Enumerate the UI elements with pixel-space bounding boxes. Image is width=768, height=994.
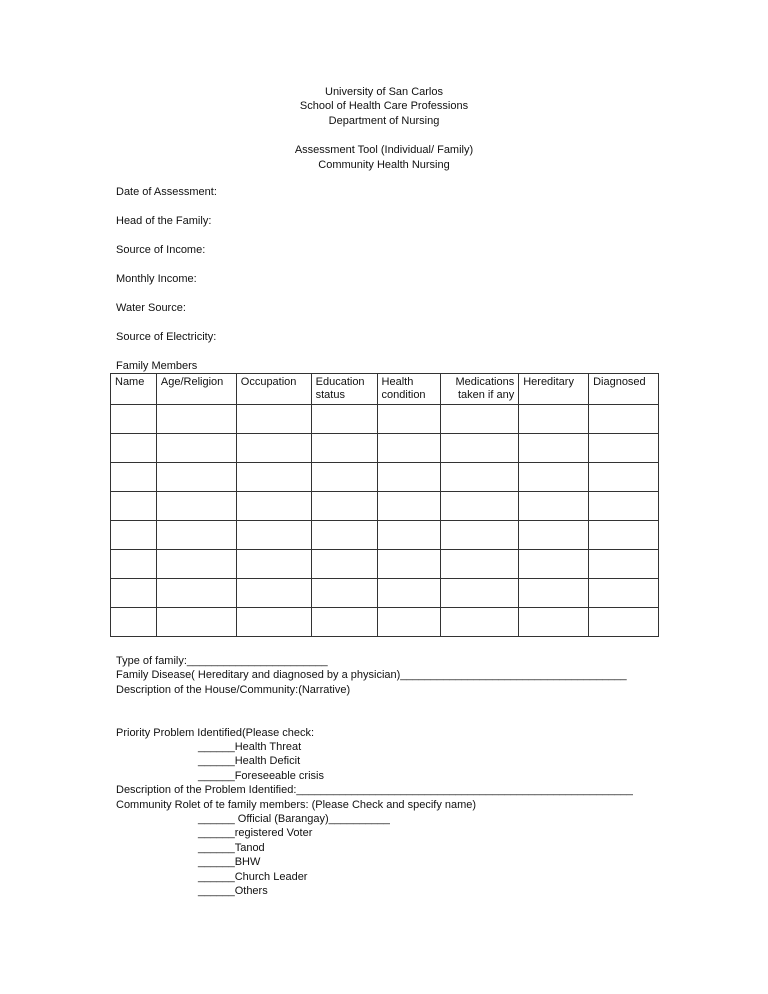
table-cell[interactable] [156,579,236,608]
column-header: Education status [311,374,377,405]
table-cell[interactable] [441,550,519,579]
table-cell[interactable] [236,579,311,608]
table-cell[interactable] [377,608,441,637]
university-name: University of San Carlos [325,86,443,98]
table-cell[interactable] [441,434,519,463]
table-header-row [111,374,659,405]
table-row [111,405,659,434]
table-cell[interactable] [311,492,377,521]
table-cell[interactable] [519,550,589,579]
table-cell[interactable] [311,463,377,492]
table-row [111,492,659,521]
problem-description-line: Description of the Problem Identified:_______________________________________________________ [116,784,633,796]
table-cell[interactable] [311,550,377,579]
table-cell[interactable] [311,521,377,550]
table-cell[interactable] [111,608,157,637]
table-cell[interactable] [156,608,236,637]
table-cell[interactable] [236,492,311,521]
community-item-registered-voter: ______registered Voter [198,827,313,839]
column-header: Occupation [236,374,311,405]
table-cell[interactable] [156,521,236,550]
type-of-family-line: Type of family:_______________________ [116,655,328,667]
head-of-family-field: Head of the Family: [116,215,212,227]
table-cell[interactable] [519,521,589,550]
priority-item-foreseeable-crisis: ______Foreseeable crisis [198,770,324,782]
table-cell[interactable] [111,579,157,608]
table-cell[interactable] [589,434,659,463]
table-cell[interactable] [311,405,377,434]
column-header: Age/Religion [156,374,236,405]
table-cell[interactable] [519,434,589,463]
department-name: Department of Nursing [328,115,440,127]
table-cell[interactable] [377,579,441,608]
priority-item-health-deficit: ______Health Deficit [198,755,301,767]
house-description-line: Description of the House/Community:(Narrative) [116,684,351,696]
community-item-others: ______Others [198,885,268,897]
table-cell[interactable] [589,579,659,608]
table-cell[interactable] [519,463,589,492]
table-cell[interactable] [377,463,441,492]
table-cell[interactable] [156,492,236,521]
column-header: Diagnosed [589,374,659,405]
table-cell[interactable] [111,521,157,550]
table-row [111,434,659,463]
table-cell[interactable] [236,463,311,492]
table-cell[interactable] [311,579,377,608]
priority-item-health-threat: ______Health Threat [198,741,302,753]
table-cell[interactable] [156,434,236,463]
table-cell[interactable] [589,550,659,579]
monthly-income-field: Monthly Income: [116,273,197,285]
date-of-assessment-field: Date of Assessment: [116,186,217,198]
table-cell[interactable] [519,579,589,608]
community-role-heading: Community Rolet of te family members: (Please Check and specify name) [116,799,477,811]
family-members-caption: Family Members [116,360,198,372]
table-cell[interactable] [111,550,157,579]
source-of-income-field: Source of Income: [116,244,206,256]
table-cell[interactable] [156,550,236,579]
table-cell[interactable] [589,463,659,492]
document-subtitle: Community Health Nursing [318,159,450,171]
table-cell[interactable] [377,405,441,434]
table-cell[interactable] [111,492,157,521]
family-disease-line: Family Disease( Hereditary and diagnosed by a physician)_____________________________________ [116,669,627,681]
table-row [111,579,659,608]
table-cell[interactable] [311,434,377,463]
community-item-tanod: ______Tanod [198,842,265,854]
table-row [111,550,659,579]
table-cell[interactable] [589,405,659,434]
table-cell[interactable] [236,550,311,579]
table-row [111,521,659,550]
column-header: Health condition [377,374,441,405]
table-cell[interactable] [236,521,311,550]
school-name: School of Health Care Professions [299,100,469,112]
table-cell[interactable] [589,521,659,550]
document-title: Assessment Tool (Individual/ Family) [294,144,474,156]
table-cell[interactable] [377,492,441,521]
table-cell[interactable] [519,608,589,637]
table-cell[interactable] [111,463,157,492]
table-cell[interactable] [519,405,589,434]
table-cell[interactable] [156,405,236,434]
table-cell[interactable] [236,434,311,463]
table-cell[interactable] [377,550,441,579]
family-members-table [110,373,659,637]
column-header: Medications taken if any [441,374,519,405]
table-cell[interactable] [441,405,519,434]
table-row [111,608,659,637]
table-cell[interactable] [441,492,519,521]
table-cell[interactable] [311,608,377,637]
table-cell[interactable] [236,405,311,434]
table-cell[interactable] [589,492,659,521]
table-cell[interactable] [377,521,441,550]
table-cell[interactable] [111,434,157,463]
table-cell[interactable] [236,608,311,637]
table-cell[interactable] [589,608,659,637]
table-cell[interactable] [441,579,519,608]
community-item-bhw: ______BHW [198,856,261,868]
table-cell[interactable] [441,608,519,637]
community-item-official: ______ Official (Barangay)__________ [198,813,390,825]
community-item-church-leader: ______Church Leader [198,871,308,883]
table-cell[interactable] [441,521,519,550]
table-cell[interactable] [377,434,441,463]
table-cell[interactable] [519,492,589,521]
water-source-field: Water Source: [116,302,186,314]
table-cell[interactable] [441,463,519,492]
table-cell[interactable] [111,405,157,434]
table-cell[interactable] [156,463,236,492]
source-of-electricity-field: Source of Electricity: [116,331,217,343]
column-header: Name [111,374,157,405]
table-row [111,463,659,492]
column-header: Hereditary [519,374,589,405]
priority-problem-heading: Priority Problem Identified(Please check: [116,727,315,739]
